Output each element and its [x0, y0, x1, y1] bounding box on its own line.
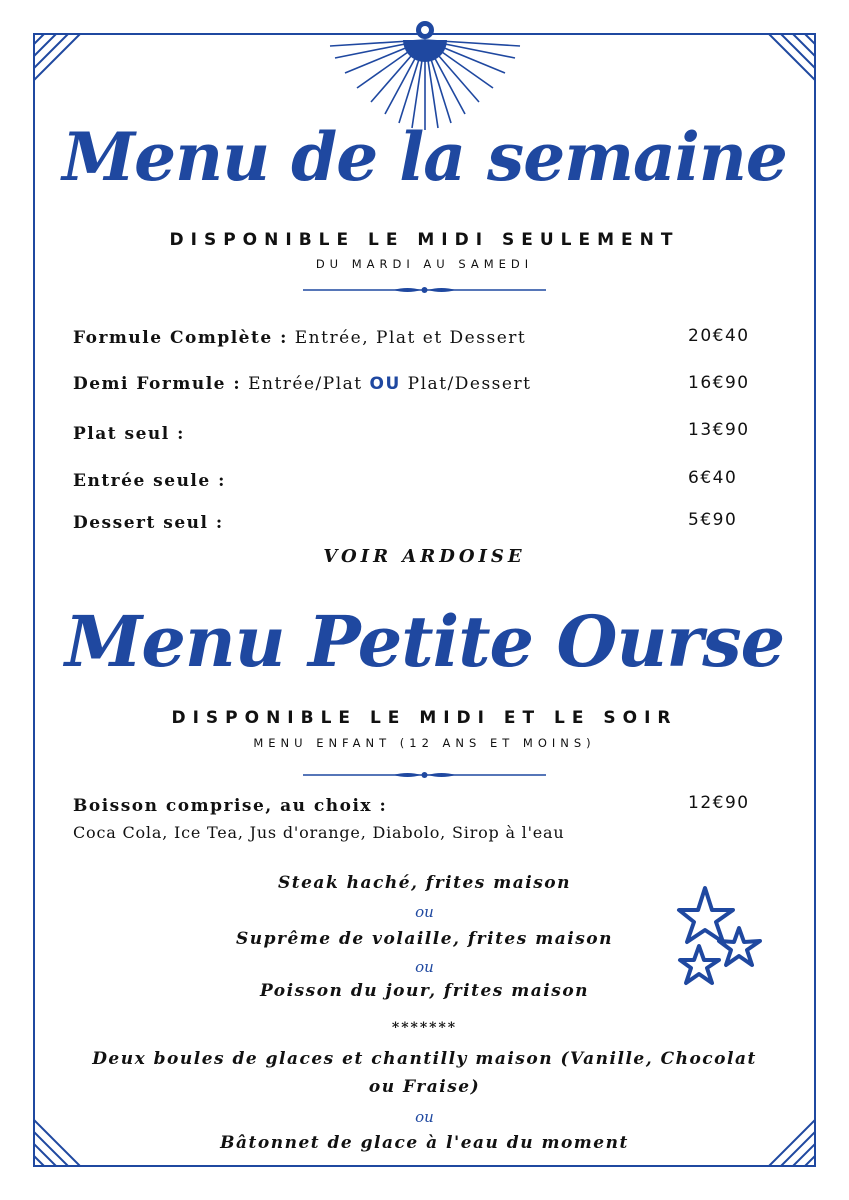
- corner-lines-icon: [756, 33, 816, 93]
- entree-seule-label: Entrée seule :: [73, 471, 226, 491]
- or-word: ou: [415, 1108, 434, 1126]
- divider-ornament-icon: [303, 285, 546, 295]
- stars-doodle-icon: [675, 880, 775, 990]
- plat-seul-row: [73, 424, 185, 444]
- menu-semaine-title: Menu de la semaine: [62, 118, 787, 196]
- voir-ardoise-note: VOIR ARDOISE: [323, 546, 526, 567]
- sunburst-ornament-icon: [325, 18, 525, 133]
- formule-complete-label: Formule Complète :: [73, 328, 288, 348]
- dessert-seul-row: [73, 513, 224, 533]
- plat-seul-label: Plat seul :: [73, 424, 185, 444]
- divider-ornament-icon: [303, 770, 546, 780]
- dessert-option-glace-line2: ou Fraise): [368, 1077, 481, 1097]
- menu-petite-ourse-title: Menu Petite Ourse: [64, 600, 785, 683]
- demi-formule-price: 16€90: [688, 373, 750, 393]
- dessert-seul-price: 5€90: [688, 510, 738, 530]
- main-option-volaille: Suprême de volaille, frites maison: [236, 929, 613, 949]
- boisson-label: Boisson comprise, au choix :: [73, 796, 388, 816]
- main-option-steak: Steak haché, frites maison: [277, 873, 571, 893]
- formule-complete-detail: Entrée, Plat et Dessert: [287, 328, 527, 348]
- entree-seule-row: [73, 471, 226, 491]
- menu-enfant-price: 12€90: [688, 793, 750, 813]
- or-word: ou: [415, 958, 434, 976]
- formule-complete-row: [73, 328, 526, 348]
- entree-seule-price: 6€40: [688, 468, 738, 488]
- dessert-seul-label: Dessert seul :: [73, 513, 224, 533]
- formule-complete-price: 20€40: [688, 326, 750, 346]
- or-word: ou: [415, 903, 434, 921]
- menu-petite-ourse-subtitle: MENU ENFANT (12 ANS ET MOINS): [253, 736, 596, 750]
- separator: *******: [391, 1020, 458, 1036]
- main-option-poisson: Poisson du jour, frites maison: [259, 981, 590, 1001]
- boisson-label-row: [73, 796, 387, 816]
- corner-lines-icon: [33, 33, 93, 93]
- menu-semaine-availability: DISPONIBLE LE MIDI SEULEMENT: [169, 230, 680, 250]
- demi-formule-row: [73, 374, 531, 394]
- menu-petite-ourse-availability: DISPONIBLE LE MIDI ET LE SOIR: [171, 708, 678, 728]
- dessert-option-glace-line1: Deux boules de glaces et chantilly maison (Vanille, Chocolat: [92, 1049, 757, 1069]
- demi-formule-label: Demi Formule :: [73, 374, 242, 394]
- boisson-options: Coca Cola, Ice Tea, Jus d'orange, Diabolo, Sirop à l'eau: [73, 823, 565, 842]
- menu-semaine-days: DU MARDI AU SAMEDI: [315, 257, 534, 271]
- demi-formule-detail-before: Entrée/Plat: [241, 374, 370, 394]
- plat-seul-price: 13€90: [688, 420, 750, 440]
- demi-formule-connector: OU: [369, 374, 401, 394]
- dessert-option-batonnet: Bâtonnet de glace à l'eau du moment: [220, 1133, 629, 1153]
- demi-formule-detail-after: Plat/Dessert: [400, 374, 532, 394]
